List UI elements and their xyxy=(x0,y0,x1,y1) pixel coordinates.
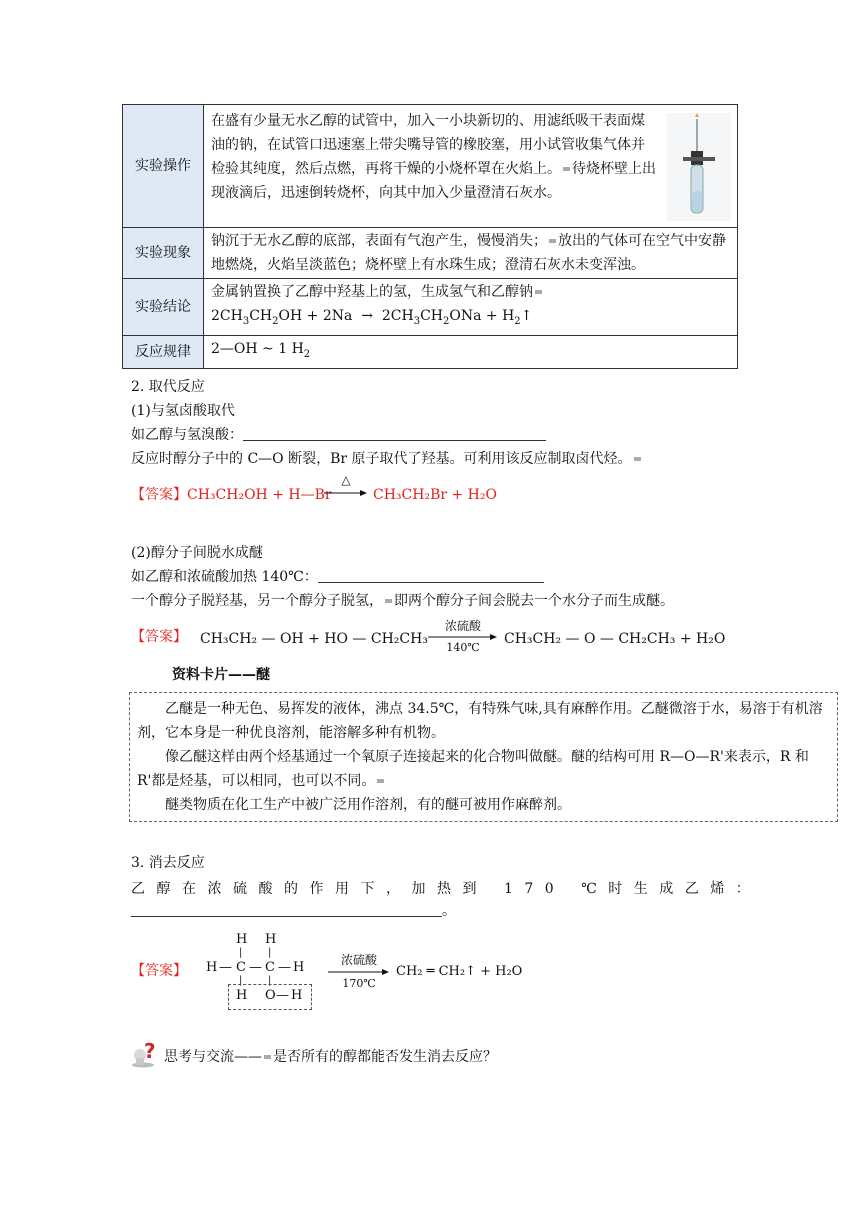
card-paragraph-3: 醚类物质在化工生产中被广泛用作溶剂，有的醚可被用作麻醉剂。 xyxy=(165,797,571,813)
question-2-explanation: 一个醇分子脱羟基，另一个醇分子脱氢， 即两个醇分子间会脱去一个水分子而生成醚。 xyxy=(131,593,674,609)
subsection-1-title: (1)与氢卤酸取代 xyxy=(131,403,235,419)
reaction-arrow: 浓硫酸 140℃ xyxy=(428,620,498,656)
row-content: 2—OH ~ 1 $H_2$ xyxy=(204,335,738,368)
answer-1-product: CH₃CH₂Br + H₂O xyxy=(373,487,497,503)
conclusion-text: 金属钠置换了乙醇中羟基上的氢，生成氢气和乙醇钠 xyxy=(211,284,533,300)
answer-blank[interactable] xyxy=(131,902,442,917)
heat-arrow: △ xyxy=(324,474,368,502)
conclusion-equation: $2CH_3CH_2OH + 2Na \to 2CH_3CH_2ONa$ + $H_2↑$ xyxy=(211,308,533,327)
row-label: 反应规律 xyxy=(123,335,204,368)
row-content xyxy=(204,228,738,279)
row-label: 实验操作 xyxy=(123,105,204,228)
row-content xyxy=(204,279,738,336)
table-row xyxy=(123,105,738,228)
test-tube-image xyxy=(667,113,731,221)
marker-icon xyxy=(634,457,641,461)
reaction-arrow: 浓硫酸 170℃ xyxy=(328,954,390,994)
card-paragraph-2: 像乙醚这样由两个烃基通过一个氧原子连接起来的化合物叫做醚。醚的结构可用 R—O—R'来表示，R 和 R'都是烃基，可以相同，也可以不同。 xyxy=(137,749,809,789)
marker-icon xyxy=(535,290,542,294)
removed-atoms-box xyxy=(228,984,312,1010)
answer-blank[interactable] xyxy=(318,568,544,583)
resource-card xyxy=(129,692,838,822)
question-mark-icon xyxy=(130,1040,158,1068)
question-2: 如乙醇和浓硫酸加热 140℃： xyxy=(131,566,544,588)
answer-blank[interactable] xyxy=(243,426,546,441)
marker-icon xyxy=(385,599,392,603)
question-3: 乙醇在浓硫酸的作用下，加热到 170 ℃时生成乙烯： xyxy=(131,881,762,897)
phenomenon-text: 钠沉于无水乙醇的底部，表面有气泡产生，慢慢消失； xyxy=(211,233,547,249)
marker-icon xyxy=(377,779,384,783)
row-label: 实验现象 xyxy=(123,228,204,279)
subsection-2-title: (2)醇分子间脱水成醚 xyxy=(131,545,263,561)
section-3-title: 3. 消去反应 xyxy=(131,855,205,871)
experiment-table xyxy=(122,104,738,369)
row-content xyxy=(204,105,738,228)
table-row xyxy=(123,335,738,368)
table-row xyxy=(123,279,738,336)
question-1: 如乙醇与氢溴酸： xyxy=(131,424,546,446)
phenomenon-text-cont: 放出的气体可在空气中安静地燃烧，火焰呈淡蓝色；烧杯壁上有水珠生成；澄清石灰水未变浑浊。 xyxy=(211,233,726,273)
answer-2-tag: 【答案】 xyxy=(131,629,187,645)
answer-3-products: CH₂ ═ CH₂↑ + H₂O xyxy=(396,964,523,979)
operation-text: 在盛有少量无水乙醇的试管中，加入一小块新切的、用滤纸吸干表面煤油的钠，在试管口迅速塞上带尖嘴导管的橡胶塞，用小试管收集气体并检验其纯度，然后点燃，再将干燥的小烧杯罩在火焰上。 xyxy=(211,113,645,177)
marker-icon xyxy=(549,239,556,243)
table-row xyxy=(123,228,738,279)
answer-tag: 【答案】 xyxy=(131,487,187,503)
marker-icon xyxy=(264,1055,271,1059)
question-3-blank: 。 xyxy=(131,900,456,922)
answer-1: 【答案】CH₃CH₂OH + H—Br xyxy=(131,487,332,503)
answer-2-reactants: CH₃CH₂ — OH + HO — CH₂CH₃ xyxy=(200,631,428,647)
think-and-discuss: 思考与交流—— 是否所有的醇都能否发生消去反应？ xyxy=(164,1049,497,1065)
section-2-title: 2. 取代反应 xyxy=(131,379,205,395)
rule-text: 2—OH ~ 1 H xyxy=(211,340,304,357)
answer-3-tag: 【答案】 xyxy=(131,963,187,979)
answer-2-products: CH₃CH₂ — O — CH₂CH₃ + H₂O xyxy=(504,631,726,647)
row-label: 实验结论 xyxy=(123,279,204,336)
card-heading: 资料卡片——醚 xyxy=(172,667,270,683)
card-paragraph-1: 乙醚是一种无色、易挥发的液体，沸点 34.5℃，有特殊气味,具有麻醉作用。乙醚微溶于水，易溶于有机溶剂，它本身是一种优良溶剂，能溶解多种有机物。 xyxy=(137,701,823,741)
operation-text-cont: 待烧杯壁上出现液滴后，迅速倒转烧杯，向其中加入少量澄清石灰水。 xyxy=(211,161,656,201)
ethanol-structure: H H | | H — C — C — H | | H O — H xyxy=(203,930,323,1014)
question-1-explanation: 反应时醇分子中的 C—O 断裂，Br 原子取代了羟基。可利用该反应制取卤代烃。 xyxy=(131,448,643,470)
svg-text:?: ? xyxy=(144,1040,156,1063)
marker-icon xyxy=(563,167,570,171)
